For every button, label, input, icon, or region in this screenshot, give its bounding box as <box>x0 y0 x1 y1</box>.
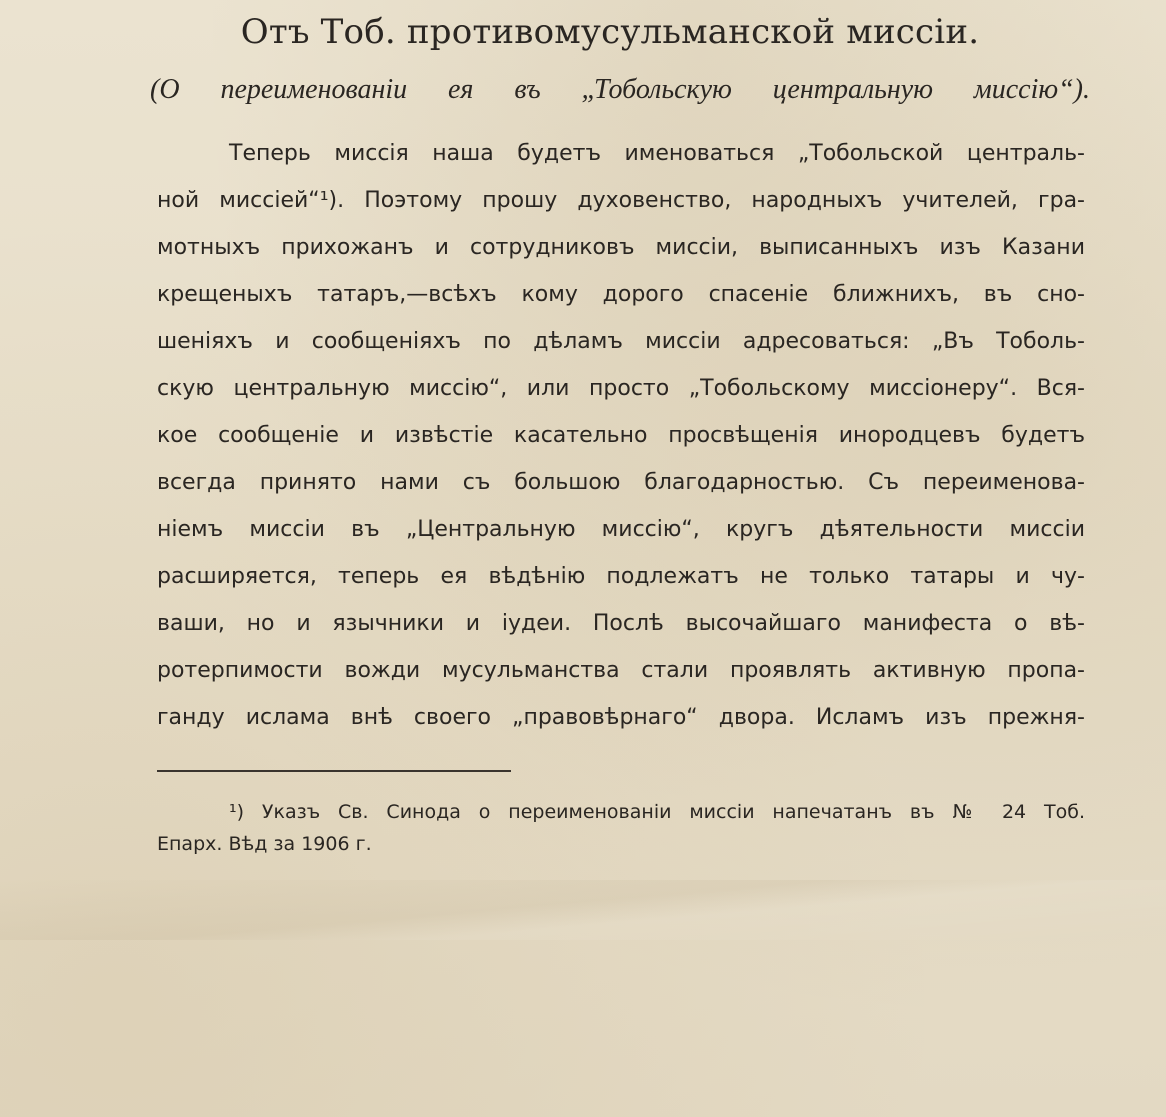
footnote-line: ¹) Указъ Св. Синода о переименованіи миссіи напечатанъ въ № 24 Тоб. <box>229 801 1085 823</box>
body-line: ной миссіей“¹). Поэтому прошу духовенство, народныхъ учителей, гра- <box>157 188 1085 213</box>
body-line: ніемъ миссіи въ „Центральную миссію“, кругъ дѣятельности миссіи <box>157 517 1085 542</box>
article-subtitle: (О переименованіи ея въ „Тобольскую центральную миссію“). <box>150 74 1090 105</box>
body-line: скую центральную миссію“, или просто „Тобольскому миссіонеру“. Вся- <box>157 376 1085 401</box>
footnote-divider <box>157 770 511 772</box>
body-line: ваши, но и язычники и іудеи. Послѣ высочайшаго манифеста о вѣ- <box>157 611 1085 636</box>
body-line: кое сообщеніе и извѣстіе касательно просвѣщенія инородцевъ будетъ <box>157 423 1085 448</box>
footnote <box>157 796 1085 860</box>
footnote-line: Епарх. Вѣд за 1906 г. <box>157 833 372 855</box>
article-body <box>157 130 1085 741</box>
article-title: Отъ Тоб. противомусульманской миссіи. <box>240 12 980 52</box>
paper-fold <box>0 880 1166 940</box>
body-line: Теперь миссія наша будетъ именоваться „Тобольской централь- <box>229 141 1085 166</box>
body-line: ганду ислама внѣ своего „правовѣрнаго“ двора. Исламъ изъ прежня- <box>157 705 1085 730</box>
body-line: расширяется, теперь ея вѣдѣнію подлежатъ не только татары и чу- <box>157 564 1085 589</box>
body-line: ротерпимости вожди мусульманства стали проявлять активную пропа- <box>157 658 1085 683</box>
body-line: крещеныхъ татаръ,—всѣхъ кому дорого спасеніе ближнихъ, въ сно- <box>157 282 1085 307</box>
body-line: шеніяхъ и сообщеніяхъ по дѣламъ миссіи адресоваться: „Въ Тоболь- <box>157 329 1085 354</box>
body-line: мотныхъ прихожанъ и сотрудниковъ миссіи, выписанныхъ изъ Казани <box>157 235 1085 260</box>
body-line: всегда принято нами съ большою благодарностью. Съ переименова- <box>157 470 1085 495</box>
